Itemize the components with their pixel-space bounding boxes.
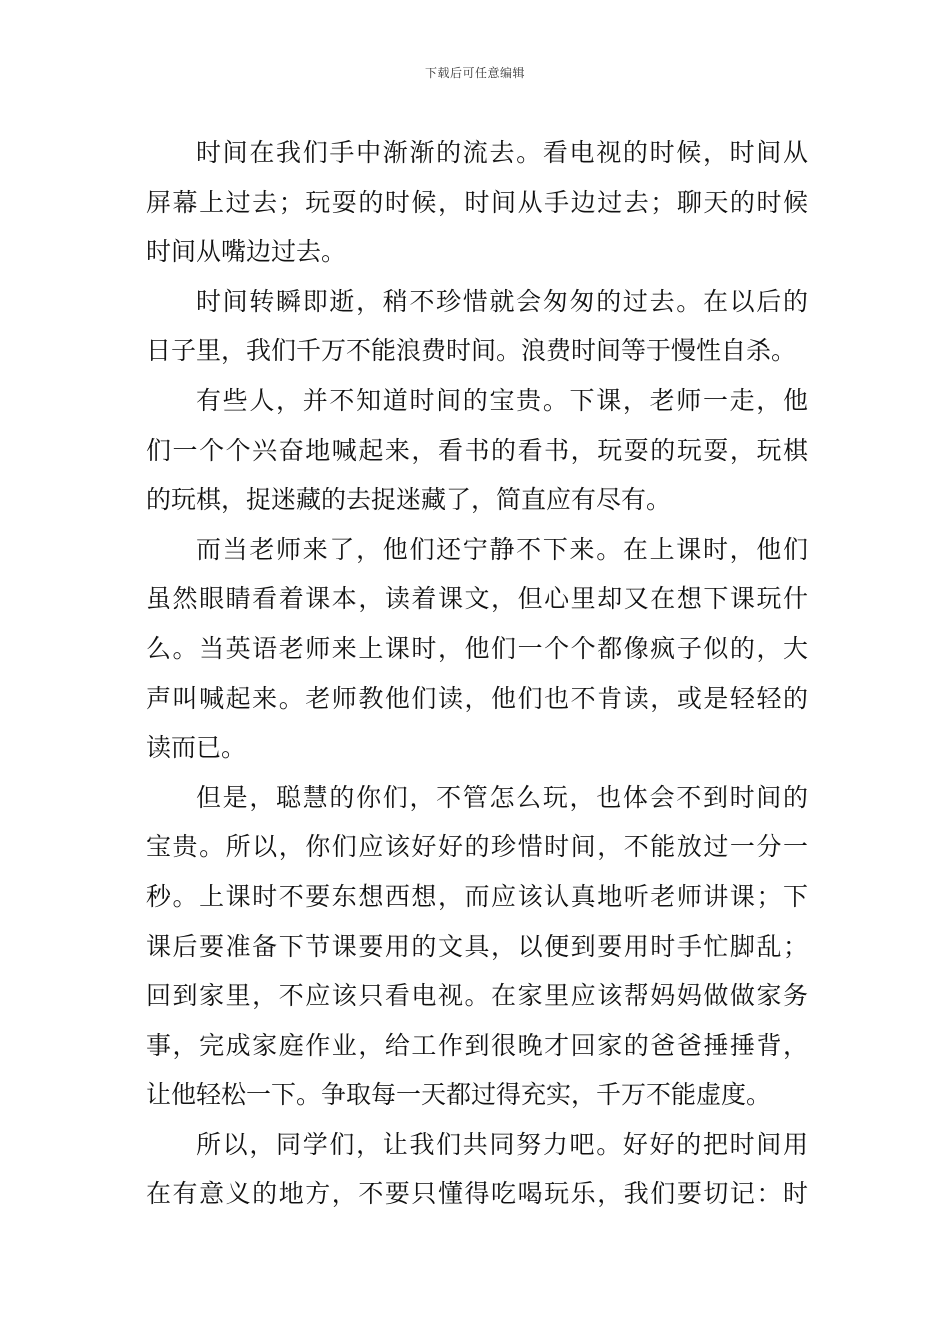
text-line: 事，完成家庭作业，给工作到很晚才回家的爸爸捶捶背， — [146, 1030, 808, 1060]
text-line: 虽然眼睛看着课本，读着课文，但心里却又在想下课玩什 — [146, 584, 808, 614]
text-line: 时间在我们手中渐渐的流去。看电视的时候，时间从 — [196, 138, 808, 167]
text-line: 秒。上课时不要东想西想，而应该认真地听老师讲课；下 — [146, 881, 808, 911]
text-line: 么。当英语老师来上课时，他们一个个都像疯子似的，大 — [146, 633, 808, 663]
paragraph — [146, 525, 808, 773]
paragraph — [146, 128, 808, 277]
text-line: 们一个个兴奋地喊起来，看书的看书，玩耍的玩耍，玩棋 — [146, 435, 808, 465]
text-line: 课后要准备下节课要用的文具，以便到要用时手忙脚乱； — [146, 931, 808, 961]
text-line: 屏幕上过去；玩耍的时候，时间从手边过去；聊天的时候 — [146, 187, 808, 217]
essay-body — [146, 128, 808, 1219]
text-line: 回到家里，不应该只看电视。在家里应该帮妈妈做做家务 — [146, 981, 808, 1011]
text-line: 所以，同学们，让我们共同努力吧。好好的把时间用 — [196, 1129, 808, 1159]
text-line: 而当老师来了，他们还宁静不下来。在上课时，他们 — [196, 534, 808, 564]
text-line: 但是，聪慧的你们，不管怎么玩，也体会不到时间的 — [196, 782, 808, 812]
paragraph — [146, 773, 808, 1120]
text-line: 读而已。 — [146, 733, 247, 763]
paragraph — [146, 277, 808, 376]
page-header-note: 下载后可任意编辑 — [424, 66, 525, 80]
text-line: 在有意义的地方，不要只懂得吃喝玩乐，我们要切记：时 — [146, 1179, 808, 1209]
text-line: 有些人，并不知道时间的宝贵。下课，老师一走，他 — [196, 385, 808, 415]
text-line: 日子里，我们千万不能浪费时间。浪费时间等于慢性自杀。 — [146, 336, 797, 366]
text-line: 声叫喊起来。老师教他们读，他们也不肯读，或是轻轻的 — [146, 683, 808, 713]
text-line: 宝贵。所以，你们应该好好的珍惜时间，不能放过一分一 — [146, 832, 808, 862]
paragraph — [146, 1120, 808, 1219]
paragraph — [146, 376, 808, 525]
text-line: 时间从嘴边过去。 — [146, 237, 347, 267]
text-line: 时间转瞬即逝，稍不珍惜就会匆匆的过去。在以后的 — [196, 286, 808, 316]
text-line: 让他轻松一下。争取每一天都过得充实，千万不能虚度。 — [146, 1080, 772, 1110]
text-line: 的玩棋，捉迷藏的去捉迷藏了，简直应有尽有。 — [146, 485, 672, 515]
